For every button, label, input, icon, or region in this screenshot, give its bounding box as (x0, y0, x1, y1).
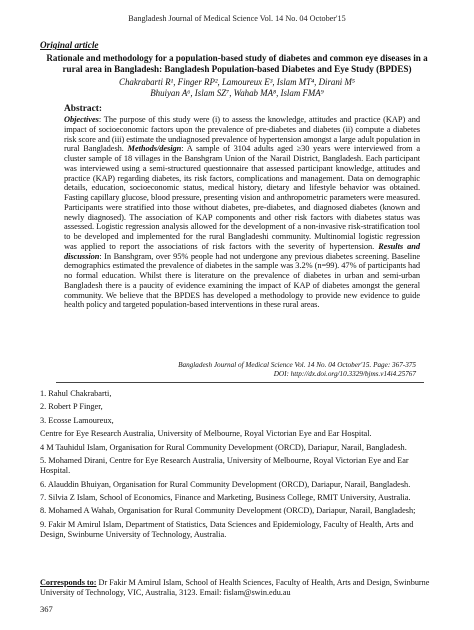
correspondence-label: Corresponds to: (40, 578, 97, 587)
author-line: Chakrabarti R¹, Finger RP², Lamoureux E³, Islam MT⁴, Dirani M⁵ (119, 77, 355, 87)
affiliation-item: 7. Silvia Z Islam, School of Economics, Finance and Marketing, Business College, RMIT University, Australia. (40, 492, 411, 502)
affiliation-item: 2. Robert P Finger, (40, 402, 103, 412)
methods-label: Methods/design (127, 144, 182, 154)
citation (64, 361, 416, 379)
objectives-text: : The purpose of this study were (i) to assess the knowledge, attitudes and practice (KAP) and impact of socioeconomic factors upon the prevalence of pre-diabetes and diabetes (ii) compute a diabetes risk score and (iii) estimate the undiagnosed prevalence of hypertension amongst a large adult population in rural Bangladesh. (64, 115, 420, 154)
objectives-label: Objectives (64, 115, 99, 124)
correspondence (40, 578, 436, 598)
affiliation-item: 5. Mohamed Dirani, Centre for Eye Research Australia, University of Melbourne, Royal Victorian Eye and Ear Hospital. (40, 455, 409, 476)
affiliation-item: 9. Fakir M Amirul Islam, Department of Statistics, Data Sciences and Epidemiology, Faculty of Health, Arts and Design, Swinburne University of Technology, Australia. (40, 519, 414, 539)
divider (56, 382, 424, 383)
affiliations (40, 389, 434, 543)
page-number: 367 (40, 604, 53, 614)
abstract-heading: Abstract: (64, 104, 103, 114)
citation-doi[interactable]: DOI: http://dx.doi.org/10.3329/bjms.v14i4.25767 (273, 370, 416, 378)
affiliation-item: 8. Mohamed A Wahab, Organisation for Rural Community Development (ORCD), Dariapur, Narail, Bangladesh; (40, 506, 416, 516)
citation-journal: Bangladesh Journal of Medical Science Vol. 14 No. 04 October'15. Page: 367-375 (178, 361, 416, 369)
section-label: Original article (40, 40, 99, 50)
abstract-body (64, 115, 420, 310)
running-header: Bangladesh Journal of Medical Science Vol. 14 No. 04 October'15 (128, 14, 346, 23)
author-line: Bhuiyan A⁶, Islam SZ⁷, Wahab MA⁸, Islam FMA⁹ (150, 87, 324, 98)
affiliation-item: 1. Rahul Chakrabarti, (40, 389, 112, 398)
affiliation-item: 6. Alauddin Bhuiyan, Organisation for Rural Community Development (ORCD), Dariapur, Narail, Bangladesh. (40, 479, 411, 489)
results-label: Results and discussion (64, 241, 420, 261)
correspondence-text: Dr Fakir M Amirul Islam, School of Health Sciences, Faculty of Health, Arts and Design, Swinburne University of Technology, VIC, Australia, 3123. Email: fislam@swin.edu.au (40, 578, 430, 597)
affiliation-item: 3. Ecosse Lamoureux, (40, 415, 114, 425)
author-list (40, 77, 434, 98)
results-text: : In Banshgram, over 95% people had not undergone any previous diabetes screening. Baseline demographics estimated the prevalence of diabetes in the sample was 3.2% (n=99). 47% of participants had no formal education. Whilst there is literature on the prevalence of diabetes in urban and semi-urban Bangladesh there is a paucity of evidence examining the impact of KAP of diabetes amongst the general community. We believe that the BPDES has developed a methodology to provide new evidence to guide health policy and targeted population-based interventions in these rural areas. (64, 251, 420, 310)
article-title: Rationale and methodology for a population-based study of diabetes and common eye diseases in a rural area in Bangladesh: Bangladesh Population-based Diabetes and Eye Study (BPDES) (46, 53, 428, 74)
methods-text: : A sample of 3104 adults aged ≥30 years were interviewed from a cluster sample of 18 villages in the Banshgram Union of the Narail District, Bangladesh. Each participant was interviewed using a semi-structured questionnaire that assessed participant knowledge, attitudes and practice (KAP) regarding diabetes, its risk factors, complications and management. Data on demographic details, education, socioeconomic status, medical history, dietary and lifestyle behavior was obtained. Fasting capillary glucose, blood pressure, presenting vision and anthropometric parameters were measured. Participants were stratified into those without diabetes, pre-diabetes, and diagnosed diabetes (known and newly diagnosed). The association of KAP components and other risk factors with diabetes status was assessed. Logistic regression analysis allowed for the development of a non-invasive risk-stratification tool to be developed and implemented for the rural Bangladeshi community. Multinomial logistic regression was applied to report the associations of risk factors with the severity of hypertension. (64, 144, 420, 251)
affiliation-item: 4 M Tauhidul Islam, Organisation for Rural Community Development (ORCD), Dariapur, Narail, Bangladesh. (40, 442, 407, 452)
affiliation-item: Centre for Eye Research Australia, University of Melbourne, Royal Victorian Eye and Ear Hospital. (40, 429, 372, 439)
